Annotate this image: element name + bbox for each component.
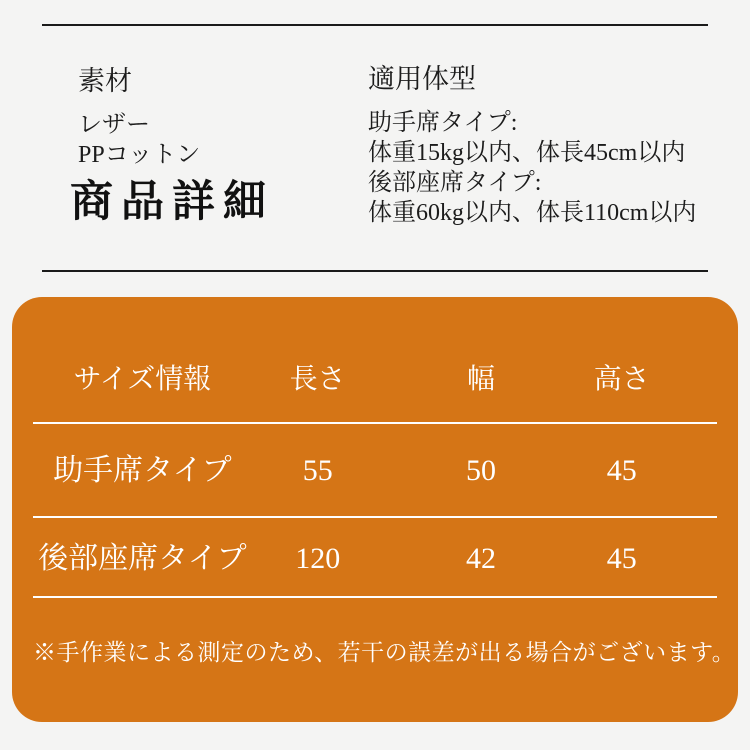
size-table-row-front-seat	[33, 424, 717, 516]
material-item: PPコットン	[78, 142, 201, 168]
row-label: 助手席タイプ	[53, 453, 232, 487]
body-type-line: 体重60kg以内、体長110cm以内	[368, 200, 697, 226]
row-height-value: 45	[606, 541, 637, 575]
header-length: 長さ	[289, 364, 346, 396]
size-table-row-rear-seat	[33, 518, 717, 596]
material-label: 素材	[78, 66, 132, 96]
header-width: 幅	[466, 364, 495, 396]
material-item: レザー	[78, 112, 150, 138]
measurement-note: ※手作業による測定のため、若干の誤差が出る場合がございます。	[33, 640, 736, 665]
body-type-lines	[368, 108, 696, 228]
table-divider	[33, 596, 717, 598]
body-type-label: 適用体型	[368, 64, 476, 94]
top-divider-line	[42, 24, 708, 26]
row-width-value: 50	[466, 453, 496, 487]
size-table	[33, 297, 736, 668]
material-items	[78, 110, 200, 170]
body-type-line: 体重15kg以内、体長45cm以内	[368, 140, 686, 166]
body-type-line: 後部座席タイプ:	[368, 170, 542, 196]
size-info-card	[12, 297, 738, 722]
row-length-value: 120	[295, 541, 341, 575]
applicable-body-type-block	[368, 63, 696, 228]
size-table-header-row	[33, 297, 717, 422]
section-title: 商品詳細	[70, 178, 274, 226]
row-height-value: 45	[606, 453, 637, 487]
body-type-line: 助手席タイプ:	[368, 110, 518, 136]
row-length-value: 55	[302, 453, 333, 487]
header-height: 高さ	[593, 364, 650, 396]
header-size-info: サイズ情報	[73, 364, 212, 396]
row-width-value: 42	[466, 541, 496, 575]
bottom-divider-line	[42, 270, 708, 272]
material-block	[78, 65, 200, 170]
row-label: 後部座席タイプ	[38, 541, 247, 575]
